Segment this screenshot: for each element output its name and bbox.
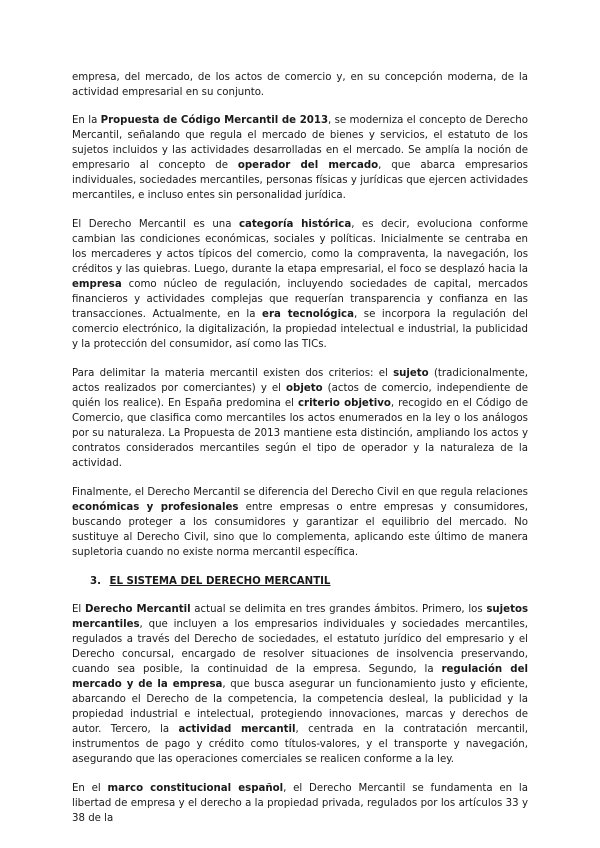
bold-term: objeto — [286, 383, 323, 394]
paragraph-propuesta — [72, 113, 528, 203]
text-run: En el — [72, 783, 108, 794]
bold-term: Derecho Mercantil — [84, 604, 191, 615]
bold-term: actividad mercantil — [178, 724, 296, 735]
body-text-part-2 — [72, 602, 528, 826]
section-number: 3. — [90, 576, 101, 587]
text-run: En la — [72, 115, 101, 126]
paragraph-civil — [72, 485, 528, 560]
text-run: , el Derecho Mercantil se fundamenta en la libertad de empresa y el derecho a la propiedad privada, regulados por los artículos 33 y 38 de la — [72, 783, 528, 824]
paragraph-intro — [72, 70, 528, 100]
section-title: EL SISTEMA DEL DERECHO MERCANTIL — [109, 576, 331, 587]
text-run: El Derecho Mercantil es una — [72, 219, 239, 230]
bold-term: Propuesta de Código Mercantil de 2013 — [100, 115, 329, 126]
bold-term: categoría histórica — [238, 219, 352, 230]
bold-term: sujeto — [393, 368, 429, 379]
text-run: , recogido en el Código de Comercio, que clasifica como mercantiles los actos enumerados en la ley o los análogos por su naturaleza. La Propuesta de 2013 mantiene esta distinción, ampliando los actos y contratos considerados mercantiles según el tipo de operador y la naturaleza de la actividad. — [72, 398, 528, 469]
text-run: , que busca asegurar un funcionamiento justo y eficiente, abarcando el Derecho de la competencia, la competencia desleal, la publicidad y la propiedad industrial e intelectual, protegiendo innovaciones, marcas y derechos de autor. Tercero, la — [72, 679, 529, 735]
text-run: (tradicionalmente, actos realizados por comerciantes) y el — [72, 368, 528, 394]
text-run: Finalmente, el Derecho Mercantil se diferencia del Derecho Civil en que regula relaciones — [72, 487, 528, 498]
bold-term: sujetos mercantiles — [72, 604, 529, 630]
text-run: , se moderniza el concepto de Derecho Mercantil, señalando que regula el mercado de bienes y servicios, el estatuto de los sujetos incluidos y las actividades desarrolladas en el mercado. Se amplía la noción de empresario al concepto de — [72, 115, 528, 171]
bold-term: era tecnológica — [262, 309, 354, 320]
paragraph-criterios — [72, 366, 528, 471]
text-run: , se incorpora la regulación del comercio electrónico, la digitalización, la propiedad intelectual e industrial, la publicidad y la protección del consumidor, así como las TICs. — [72, 309, 528, 350]
bold-term: marco constitucional español — [107, 783, 284, 794]
text-run: Para delimitar la materia mercantil existen dos criterios: el — [72, 368, 394, 379]
text-run: actual se delimita en tres grandes ámbitos. Primero, los — [190, 604, 487, 615]
text-run: entre empresas o entre empresas y consumidores, buscando proteger a los consumidores y garantizar el equilibrio del mercado. No sustituye al Derecho Civil, sino que lo complementa, aplicando este último de manera supletoria cuando no existe norma mercantil específica. — [72, 502, 528, 558]
text-run: (actos de comercio, independiente de quién los realice). En España predomina el — [72, 383, 528, 409]
bold-term: empresa — [72, 279, 122, 290]
bold-term: económicas y profesionales — [72, 502, 239, 513]
paragraph-categoria — [72, 217, 528, 352]
text-run: , es decir, evoluciona conforme cambian las condiciones económicas, sociales y políticas. Inicialmente se centraba en los mercaderes y actos típicos del comercio, como la compraventa, la navegación, los créditos y las quiebras. Luego, durante la etapa empresarial, el foco se desplazó hacia la — [72, 219, 528, 275]
text-run: , que abarca empresarios individuales, sociedades mercantiles, personas físicas y jurídicas que ejercen actividades mercantiles, e incluso entes sin personalidad jurídica. — [72, 160, 528, 201]
bold-term: regulación del mercado y de la empresa — [72, 664, 528, 690]
text-run: empresa, del mercado, de los actos de comercio y, en su concepción moderna, de la actividad empresarial en su conjunto. — [72, 72, 528, 98]
section-heading — [90, 574, 528, 589]
body-text-part-1 — [72, 70, 528, 560]
bold-term: operador del mercado — [237, 160, 379, 171]
text-run: El — [72, 604, 85, 615]
paragraph-ambitos — [72, 602, 528, 767]
text-run: , que incluyen a los empresarios individuales y sociedades mercantiles, regulados a través del Derecho de sociedades, el estatuto jurídico del empresario y el Derecho concursal, encargado de resolver situaciones de insolvencia preservando, cuando sea posible, la continuidad de la empresa. Segundo, la — [72, 619, 528, 675]
text-run: como núcleo de regulación, incluyendo sociedades de capital, mercados financieros y actividades complejas que requerían transparencia y confianza en las transacciones. Actualmente, en la — [72, 279, 528, 320]
text-run: , centrada en la contratación mercantil, instrumentos de pago y crédito como títulos-valores, y el transporte y navegación, asegurando que las operaciones comerciales se realicen conforme a la ley. — [72, 724, 528, 765]
paragraph-constitucional — [72, 781, 528, 826]
bold-term: criterio objetivo — [298, 398, 391, 409]
